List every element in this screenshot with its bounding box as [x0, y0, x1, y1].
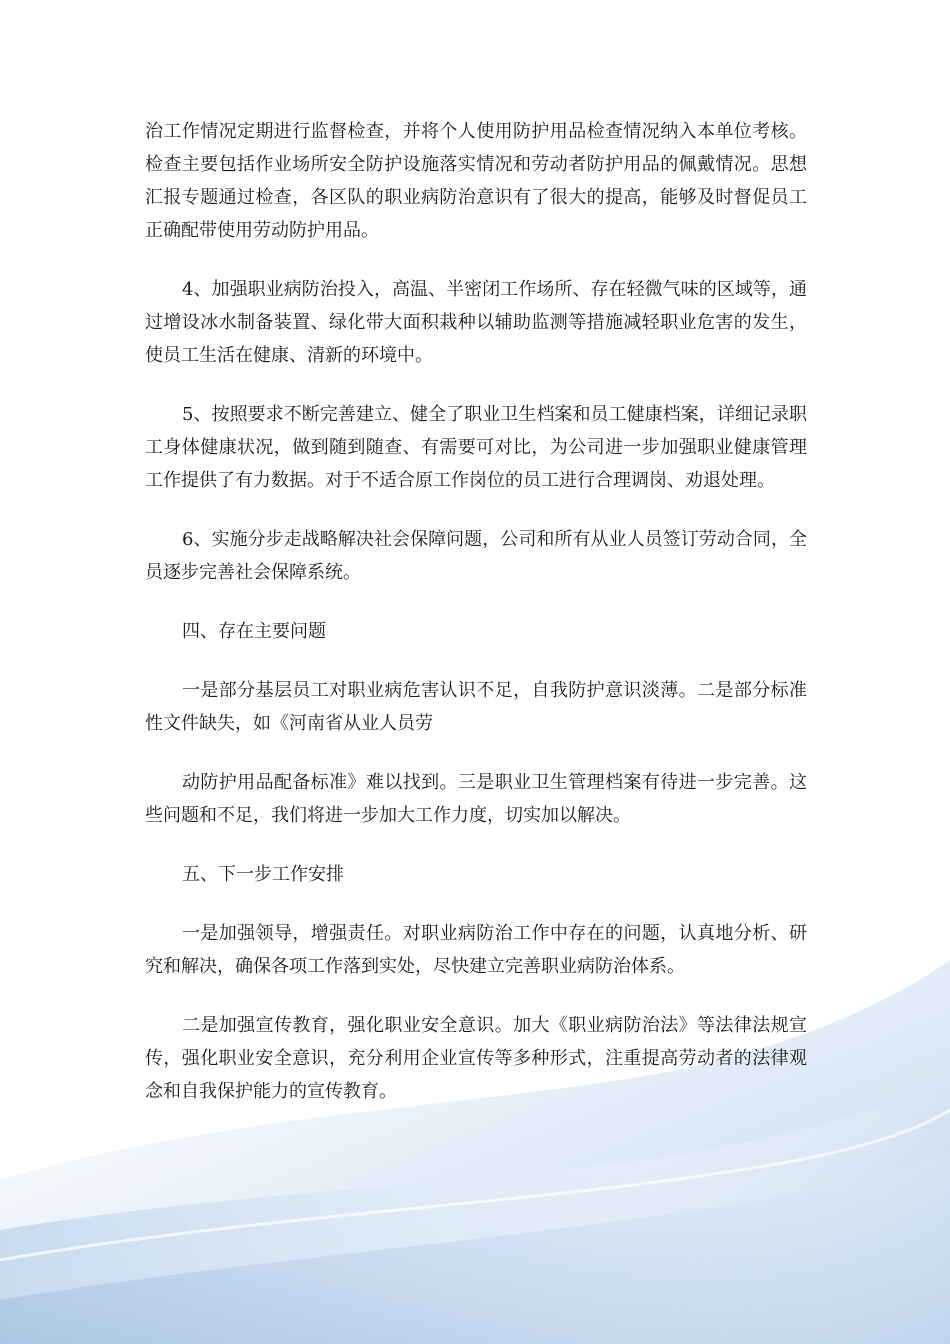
paragraph-problems-part1: 一是部分基层员工对职业病危害认识不足，自我防护意识淡薄。二是部分标准性文件缺失，如《河南省从业人员劳	[145, 680, 807, 734]
paragraph-inspection: 治工作情况定期进行监督检查，并将个人使用防护用品检查情况纳入本单位考核。检查主要包括作业场所安全防护设施落实情况和劳动者防护用品的佩戴情况。思想汇报专题通过检查，各区队的职业病防治意识有了很大的提高，能够及时督促员工正确配带使用劳动防护用品。	[145, 121, 807, 241]
paragraph-problems-part2: 动防护用品配备标准》难以找到。三是职业卫生管理档案有待进一步完善。这些问题和不足，我们将进一步加大工作力度，切实加以解决。	[145, 772, 807, 826]
paragraph-next-step-1: 一是加强领导，增强责任。对职业病防治工作中存在的问题，认真地分析、研究和解决，确保各项工作落到实处，尽快建立完善职业病防治体系。	[145, 923, 807, 977]
paragraph-next-step-2: 二是加强宣传教育，强化职业安全意识。加大《职业病防治法》等法律法规宣传，强化职业安全意识，充分利用企业宣传等多种形式，注重提高劳动者的法律观念和自我保护能力的宣传教育。	[145, 1015, 807, 1102]
section-heading-problems: 四、存在主要问题	[182, 621, 326, 642]
paragraph-item-4: 4、加强职业病防治投入，高温、半密闭工作场所、存在轻微气味的区域等，通过增设冰水制备装置、绿化带大面积栽种以辅助监测等措施减轻职业危害的发生，使员工生活在健康、清新的环境中。	[145, 279, 807, 366]
section-heading-next-steps: 五、下一步工作安排	[182, 864, 344, 885]
document-body	[145, 115, 807, 1134]
paragraph-item-6: 6、实施分步走战略解决社会保障问题，公司和所有从业人员签订劳动合同，全员逐步完善社会保障系统。	[145, 529, 807, 583]
paragraph-item-5: 5、按照要求不断完善建立、健全了职业卫生档案和员工健康档案，详细记录职工身体健康状况，做到随到随查、有需要可对比，为公司进一步加强职业健康管理工作提供了有力数据。对于不适合原工作岗位的员工进行合理调岗、劝退处理。	[145, 404, 807, 491]
